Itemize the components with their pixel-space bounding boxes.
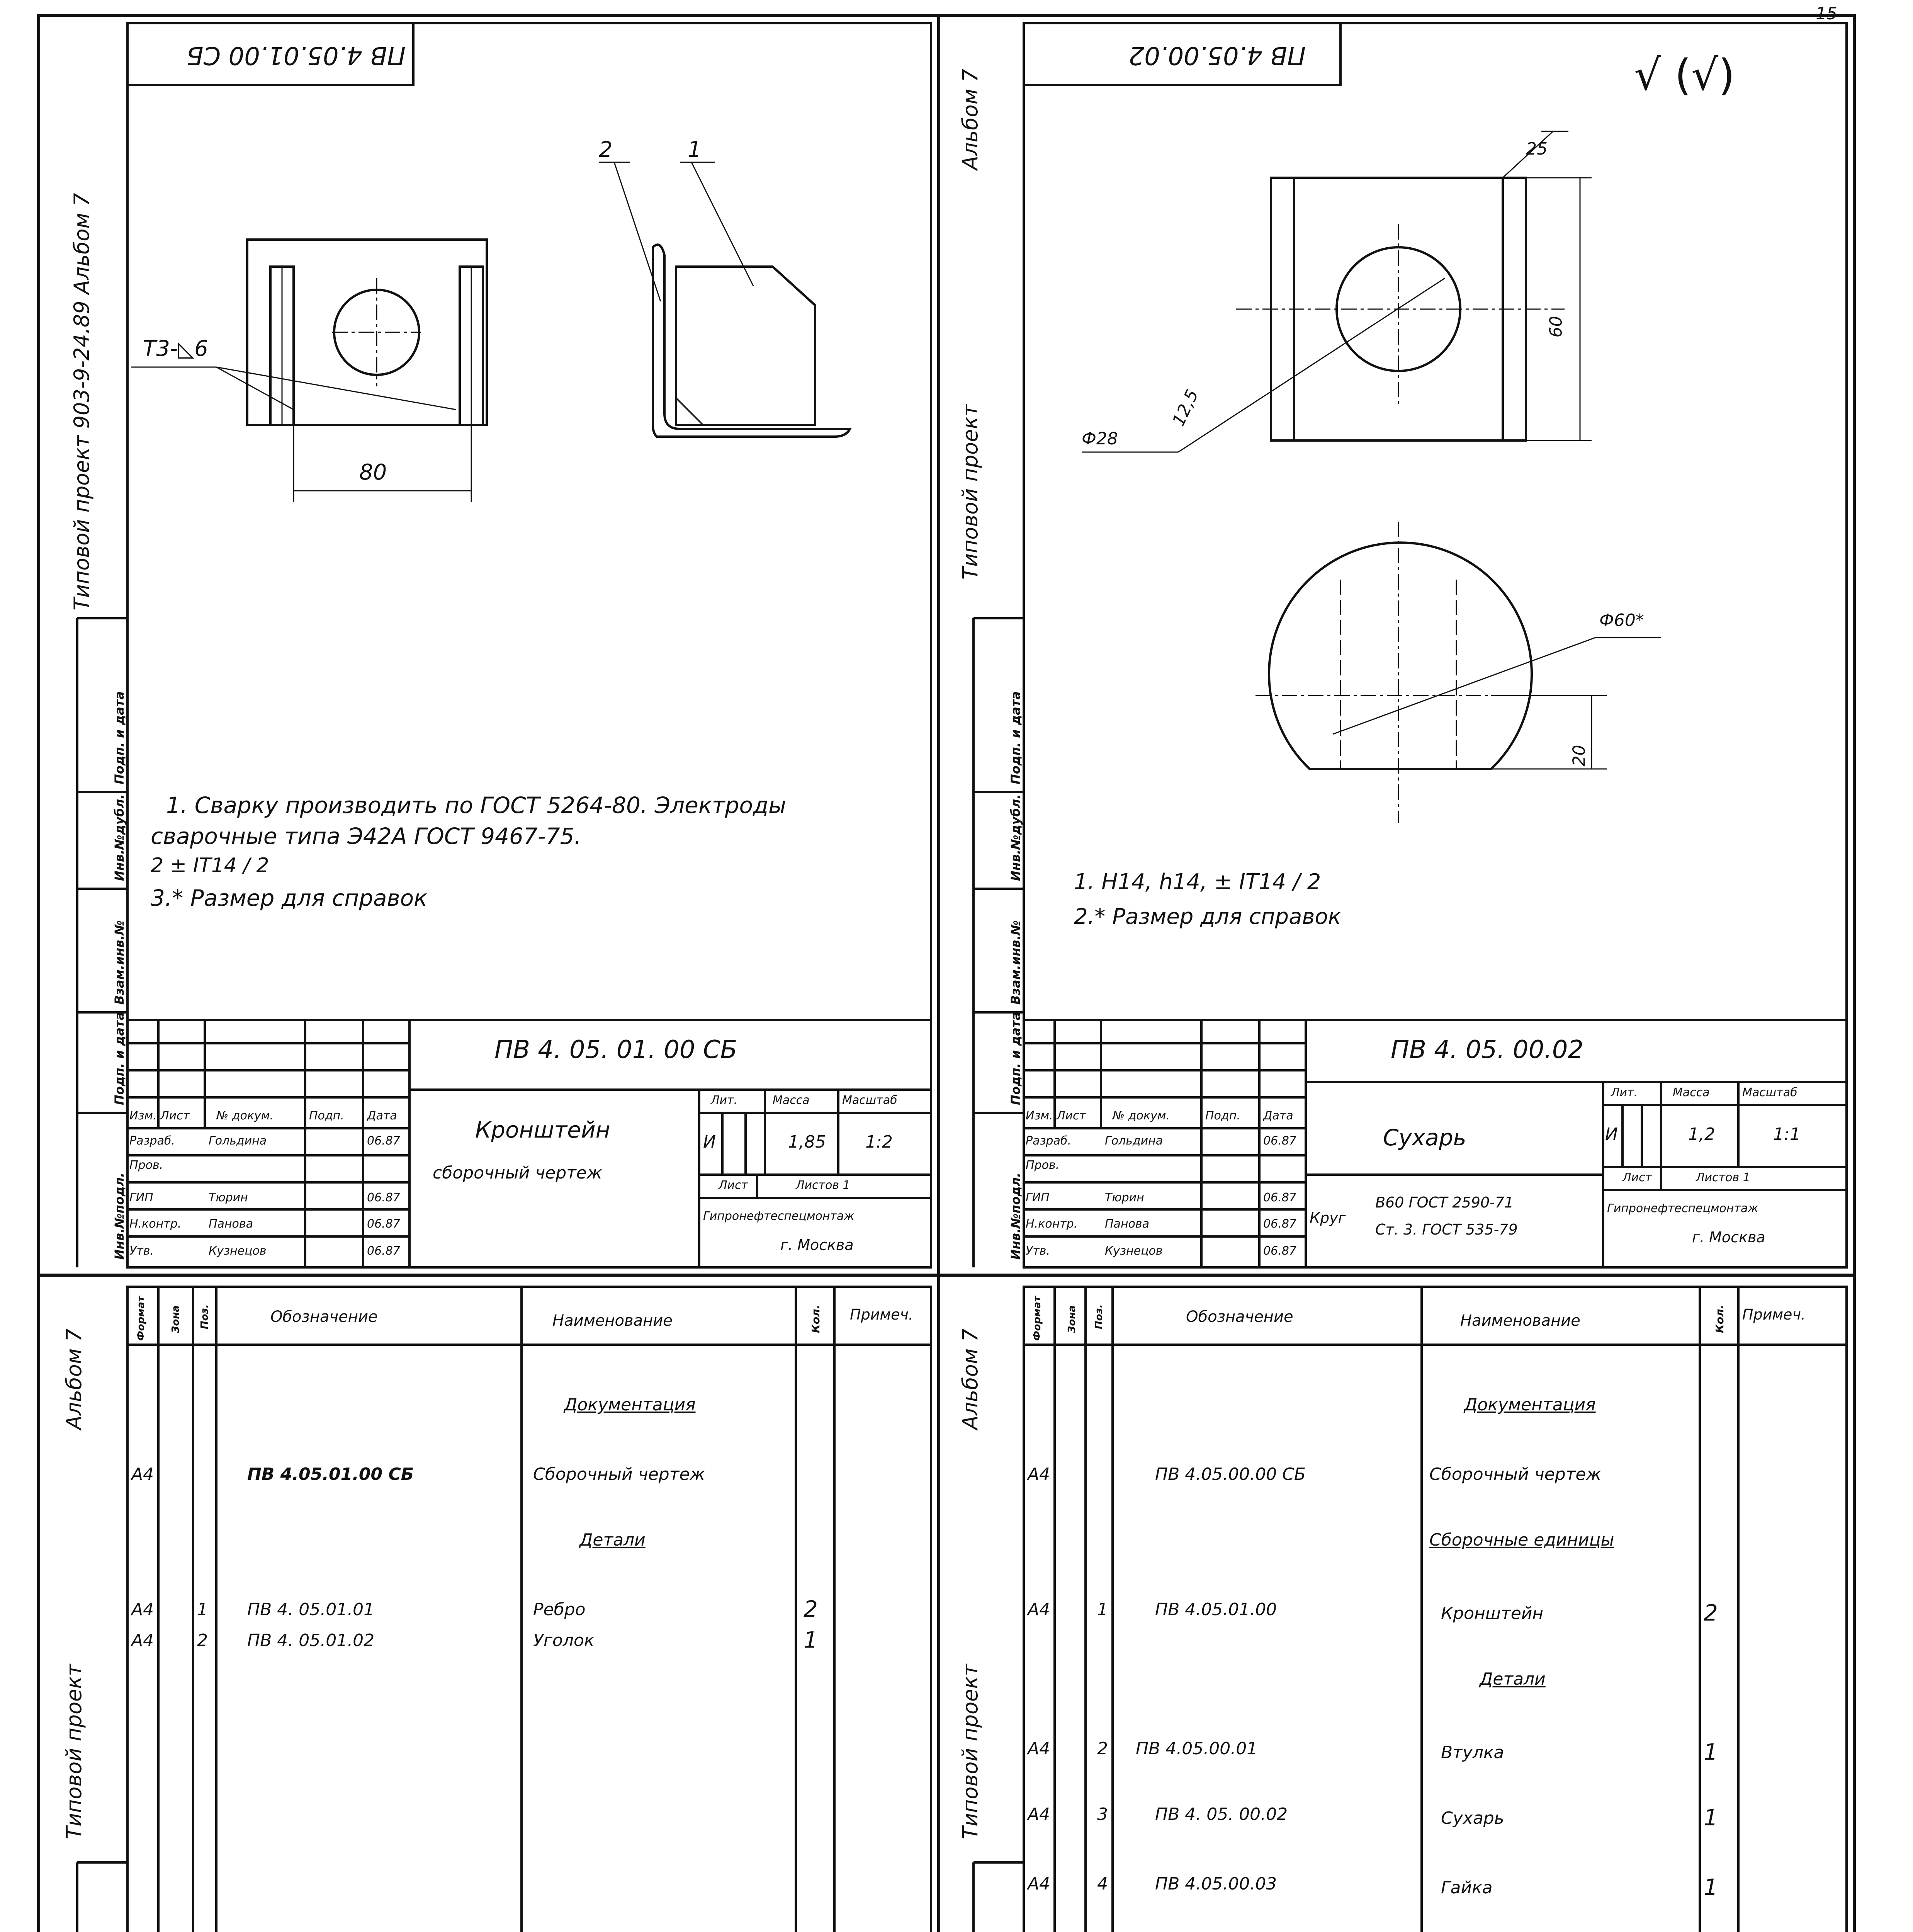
stamp-col-label: Инв.№подл. (112, 1172, 127, 1260)
spec-designation: ПВ 4.05.00.03 (1155, 1874, 1277, 1894)
tb-date: 06.87 (367, 1217, 400, 1231)
spec-name: Кронштейн (1441, 1604, 1544, 1623)
tb-date: 06.87 (367, 1244, 400, 1258)
note-line: 3.* Размер для справок (151, 885, 428, 911)
side-album-label-bl: Альбом 7 (62, 1328, 86, 1430)
tb-date: 06.87 (367, 1191, 400, 1204)
dimension-20: 20 (1569, 745, 1589, 767)
spec-section: Сборочные единицы (1429, 1530, 1614, 1550)
spec-name: Сборочный чертеж (1429, 1464, 1602, 1484)
spec-header-note: Примеч. (850, 1306, 913, 1323)
tb-role: ГИП (129, 1191, 153, 1204)
spec-format: А4 (1028, 1874, 1050, 1894)
spec-designation: ПВ 4. 05.01.01 (247, 1600, 375, 1619)
tb-name: Панова (1105, 1217, 1149, 1231)
tb-role: Утв. (1026, 1244, 1050, 1258)
part-subname-tl: сборочный чертеж (433, 1163, 602, 1183)
stamp-col-label: Взам.инв.№ (112, 920, 127, 1005)
note-line: 1. Сварку производить по ГОСТ 5264-80. Электроды (166, 792, 786, 818)
dimension-125: 12,5 (1169, 386, 1203, 429)
org-name: Гипронефтеспецмонтаж (1607, 1202, 1758, 1215)
spec-pos: 1 (197, 1600, 208, 1619)
note-line: сварочные типа Э42А ГОСТ 9467-75. (151, 823, 581, 849)
scale-value: 1:1 (1773, 1124, 1801, 1144)
side-project-short: Типовой проект (958, 404, 982, 580)
dimension-80: 80 (359, 460, 387, 485)
spec-name: Втулка (1441, 1743, 1504, 1762)
spec-format: А4 (1028, 1464, 1050, 1484)
spec-qty: 1 (1704, 1804, 1718, 1831)
stamp-col-label: Инв.№дубл. (1008, 794, 1023, 881)
tb-role: Н.контр. (1026, 1217, 1078, 1231)
spec-qty: 2 (1704, 1600, 1718, 1626)
spec-format: А4 (1028, 1600, 1050, 1619)
spec-format: А4 (131, 1631, 154, 1650)
spec-section: Документация (564, 1395, 696, 1415)
mass-label: Масса (1673, 1086, 1710, 1099)
spec-name: Сборочный чертеж (533, 1464, 705, 1484)
stamp-col-label: Подп. и дата (1008, 1012, 1023, 1105)
stamp-col-label: Подп. и дата (1008, 691, 1023, 784)
tb-name: Гольдина (209, 1134, 267, 1148)
tb-role: Разраб. (1026, 1134, 1071, 1148)
spec-format: А4 (131, 1464, 154, 1484)
spec-qty: 1 (1704, 1739, 1718, 1765)
tb-role: Пров. (1026, 1158, 1060, 1172)
tb-header: № докум. (1113, 1109, 1170, 1122)
tb-name: Тюрин (1105, 1191, 1144, 1204)
tb-role: Пров. (129, 1158, 163, 1172)
spec-format: А4 (131, 1600, 154, 1619)
material-line-1: В60 ГОСТ 2590-71 (1375, 1194, 1514, 1211)
side-project-label: Типовой проект 903-9-24.89 Альбом 7 (70, 193, 94, 611)
top-stamp-tr: ПВ 4.05.00.02 (1128, 41, 1306, 70)
tb-role: Разраб. (129, 1134, 175, 1148)
spec-pos: 4 (1097, 1874, 1108, 1894)
spec-pos: 2 (1097, 1739, 1108, 1759)
designation-tr: ПВ 4. 05. 00.02 (1391, 1036, 1584, 1064)
leader-2: 2 (599, 137, 613, 162)
spec-pos: 1 (1097, 1600, 1108, 1619)
spec-name: Уголок (533, 1631, 595, 1650)
page-number: 15 (1816, 4, 1837, 24)
spec-header-pos: Поз. (1093, 1304, 1105, 1329)
tb-header: Подп. (1205, 1109, 1240, 1122)
note-line: 1. H14, h14, ± IT14 / 2 (1074, 869, 1321, 895)
lit-value: И (703, 1132, 716, 1152)
dimension-phi28: Ф28 (1082, 429, 1118, 449)
material-label: Круг (1310, 1209, 1346, 1226)
tb-name: Кузнецов (209, 1244, 267, 1258)
spec-pos: 2 (197, 1631, 208, 1650)
sheets-label: Листов 1 (1696, 1171, 1750, 1184)
spec-designation: ПВ 4.05.00.00 СБ (1155, 1464, 1306, 1484)
stamp-col-label: Подп. и дата (112, 691, 127, 784)
tb-header: Дата (1263, 1109, 1293, 1122)
top-stamp-tl: ПВ 4.05.01.00 СБ (186, 41, 406, 70)
side-album-label-br: Альбом 7 (958, 1328, 982, 1430)
tb-date: 06.87 (1263, 1244, 1296, 1258)
spec-qty: 1 (1704, 1874, 1718, 1900)
sheet-label: Лист (1622, 1171, 1652, 1184)
tb-name: Тюрин (209, 1191, 248, 1204)
spec-designation: ПВ 4.05.01.00 СБ (247, 1464, 414, 1484)
lit-value: И (1605, 1124, 1618, 1144)
tb-role: Утв. (129, 1244, 154, 1258)
spec-header-designation: Обозначение (270, 1308, 378, 1326)
mass-value: 1,2 (1688, 1124, 1715, 1144)
scale-value: 1:2 (865, 1132, 893, 1152)
spec-name: Гайка (1441, 1878, 1493, 1898)
spec-header-designation: Обозначение (1186, 1308, 1293, 1326)
tb-date: 06.87 (1263, 1191, 1296, 1204)
spec-format: А4 (1028, 1739, 1050, 1759)
stamp-col-label: Подп. и дата (112, 1012, 127, 1105)
spec-pos: 3 (1097, 1804, 1108, 1824)
stamp-col-label: Инв.№подл. (1008, 1172, 1023, 1260)
part-name-tr: Сухарь (1383, 1124, 1466, 1151)
tb-name: Панова (209, 1217, 253, 1231)
org-city: г. Москва (780, 1236, 854, 1253)
spec-designation: ПВ 4. 05. 00.02 (1155, 1804, 1288, 1824)
org-name: Гипронефтеспецмонтаж (703, 1209, 855, 1223)
sheets-label: Листов 1 (796, 1179, 850, 1192)
designation-tl: ПВ 4. 05. 01. 00 СБ (494, 1036, 737, 1064)
spec-header-qty: Кол. (1713, 1304, 1726, 1333)
scale-label: Масштаб (842, 1094, 897, 1107)
roughness-symbol: √ (√) (1634, 50, 1735, 100)
tb-header: Подп. (309, 1109, 344, 1122)
tb-date: 06.87 (1263, 1217, 1296, 1231)
spec-section: Детали (579, 1530, 646, 1550)
side-project-short-bl: Типовой проект (62, 1664, 86, 1839)
spec-designation: ПВ 4.05.01.00 (1155, 1600, 1277, 1619)
side-project-short-br: Типовой проект (958, 1664, 982, 1839)
scale-label: Масштаб (1742, 1086, 1797, 1099)
spec-header-qty: Кол. (809, 1304, 822, 1333)
spec-header-format: Формат (135, 1296, 147, 1341)
spec-header-pos: Поз. (199, 1304, 211, 1329)
spec-section: Документация (1464, 1395, 1596, 1415)
dimension-60: 60 (1546, 316, 1566, 338)
lit-label: Лит. (711, 1094, 738, 1107)
dimension-25: 25 (1526, 139, 1548, 159)
tb-header: Изм. (1026, 1109, 1053, 1122)
spec-designation: ПВ 4.05.00.01 (1136, 1739, 1258, 1759)
tb-header: Изм. (129, 1109, 157, 1122)
material-line-2: Ст. 3. ГОСТ 535-79 (1375, 1221, 1518, 1238)
tb-role: ГИП (1026, 1191, 1050, 1204)
spec-header-name: Наименование (552, 1312, 673, 1330)
tb-header: Лист (1057, 1109, 1086, 1122)
leader-1: 1 (688, 137, 702, 162)
spec-header-note: Примеч. (1742, 1306, 1806, 1323)
stamp-col-label: Взам.инв.№ (1008, 920, 1023, 1005)
note-line: 2 ± IT14 / 2 (151, 854, 269, 877)
tb-name: Гольдина (1105, 1134, 1163, 1148)
spec-format: А4 (1028, 1804, 1050, 1824)
part-name-tl: Кронштейн (475, 1117, 610, 1143)
spec-header-format: Формат (1031, 1296, 1043, 1341)
spec-qty: 1 (804, 1627, 818, 1653)
mass-label: Масса (773, 1094, 810, 1107)
tb-role: Н.контр. (129, 1217, 182, 1231)
spec-header-name: Наименование (1460, 1312, 1580, 1330)
spec-header-zone: Зона (170, 1305, 182, 1333)
org-city: г. Москва (1692, 1229, 1765, 1246)
mass-value: 1,85 (788, 1132, 826, 1152)
spec-designation: ПВ 4. 05.01.02 (247, 1631, 375, 1650)
spec-name: Ребро (533, 1600, 586, 1619)
spec-name: Сухарь (1441, 1808, 1504, 1828)
side-album-label: Альбом 7 (958, 69, 982, 170)
spec-header-zone: Зона (1066, 1305, 1078, 1333)
spec-qty: 2 (804, 1596, 818, 1622)
tb-date: 06.87 (1263, 1134, 1296, 1148)
tb-header: № докум. (216, 1109, 274, 1122)
tb-name: Кузнецов (1105, 1244, 1163, 1258)
stamp-col-label: Инв.№дубл. (112, 794, 127, 881)
tb-header: Лист (160, 1109, 190, 1122)
note-line: 2.* Размер для справок (1074, 904, 1341, 929)
dimension-phi60: Ф60* (1599, 611, 1644, 630)
sheet-label: Лист (719, 1179, 748, 1192)
lit-label: Лит. (1611, 1086, 1638, 1099)
tb-header: Дата (367, 1109, 397, 1122)
spec-section: Детали (1480, 1669, 1546, 1689)
weld-symbol: Т3-◺6 (143, 336, 208, 361)
tb-date: 06.87 (367, 1134, 400, 1148)
